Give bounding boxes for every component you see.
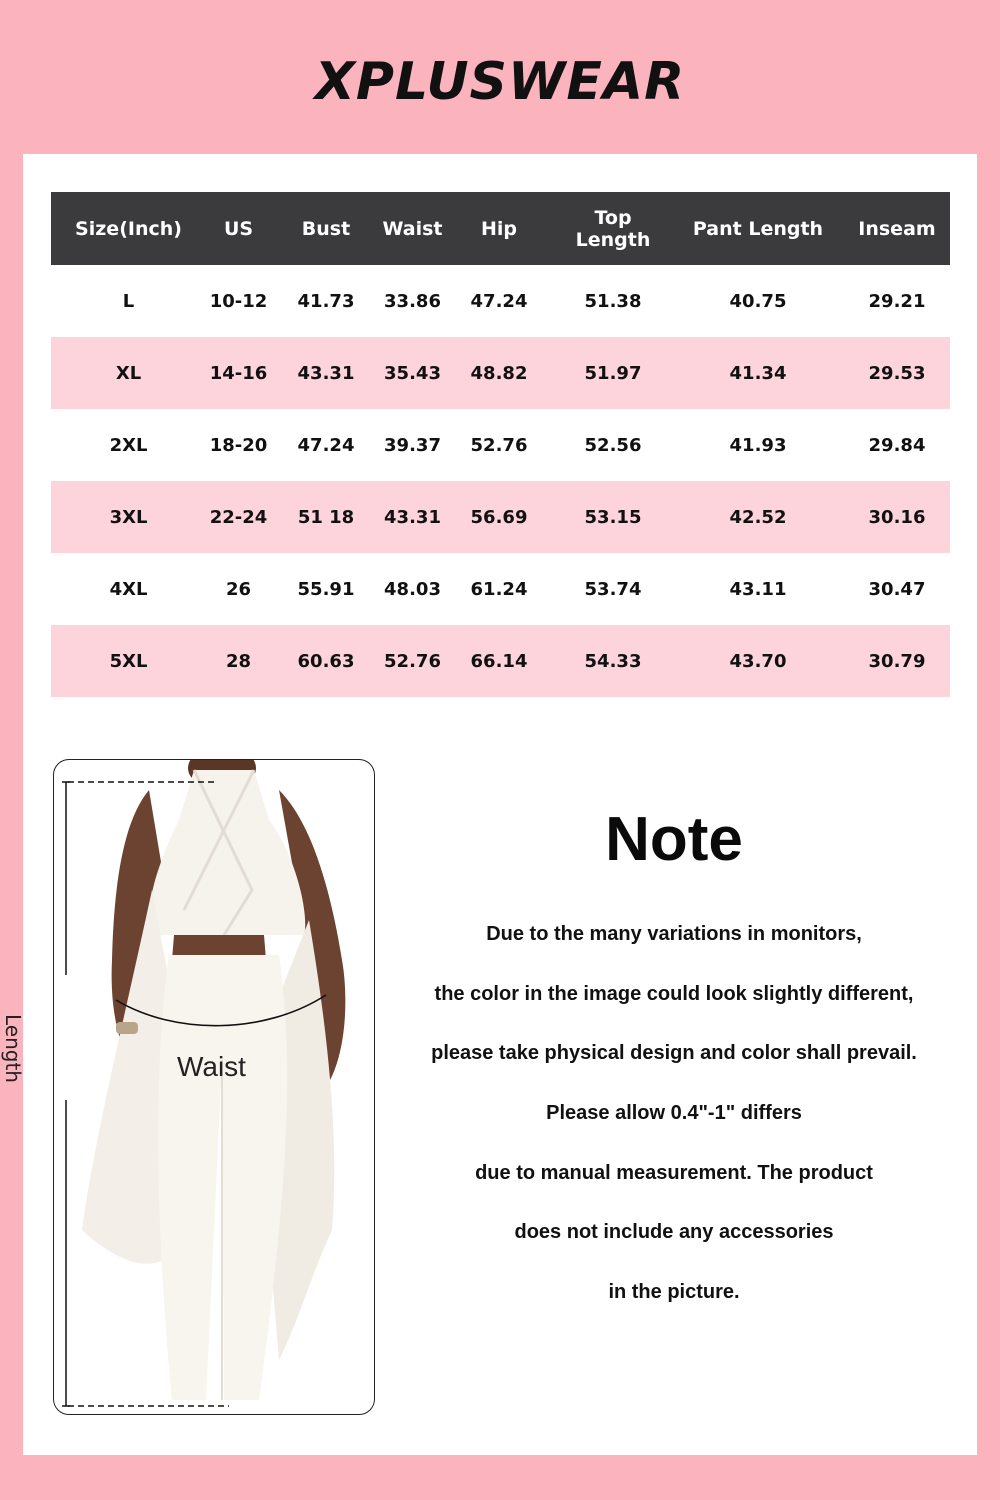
- cell-hip: 56.69: [444, 481, 554, 553]
- cell-inseam: 29.21: [868, 290, 926, 312]
- note-line: in the picture.: [608, 1281, 740, 1304]
- table-row: [51, 553, 950, 625]
- cell-pant-length: 41.34: [672, 337, 844, 409]
- cell-inseam: 30.47: [868, 578, 926, 600]
- cell-size: L: [122, 290, 135, 312]
- size-table: [51, 192, 950, 697]
- cell-inseam: 29.53: [844, 337, 950, 409]
- cell-waist: 43.31: [381, 481, 444, 553]
- cell-waist: 48.03: [384, 578, 441, 600]
- table-row: [51, 265, 950, 337]
- cell-us: 18-20: [209, 434, 268, 456]
- cell-bust: 60.63: [271, 625, 381, 697]
- cell-inseam: 30.79: [844, 625, 950, 697]
- note-line: does not include any accessories: [514, 1221, 834, 1244]
- note-title: Note: [605, 805, 743, 874]
- cell-size: 4XL: [109, 578, 148, 600]
- header-us: US: [206, 192, 271, 265]
- note-line: Please allow 0.4"-1" differs: [546, 1102, 802, 1125]
- header-bust: Bust: [271, 192, 381, 265]
- cell-us: 22-24: [206, 481, 271, 553]
- cell-us: 10-12: [209, 290, 268, 312]
- cell-top-length: 54.33: [554, 625, 672, 697]
- cell-size: 5XL: [51, 625, 206, 697]
- header-pant-length: Pant Length: [672, 192, 844, 265]
- cell-us: 14-16: [206, 337, 271, 409]
- cell-inseam: 29.84: [868, 434, 926, 456]
- cell-hip: 66.14: [444, 625, 554, 697]
- note-line: due to manual measurement. The product: [475, 1161, 873, 1184]
- cell-us: 28: [206, 625, 271, 697]
- cell-top-length: 51.38: [584, 290, 642, 312]
- cell-size: 2XL: [109, 434, 148, 456]
- cell-hip: 47.24: [470, 290, 528, 312]
- brand-logo: XPLUSWEAR: [314, 52, 686, 112]
- cell-waist: 52.76: [381, 625, 444, 697]
- note-text: [400, 914, 948, 1332]
- note-line: Due to the many variations in monitors,: [486, 923, 862, 945]
- cell-us: 26: [225, 578, 252, 600]
- table-row: [51, 337, 950, 409]
- cell-bust: 47.24: [297, 434, 355, 456]
- table-row: [51, 625, 950, 697]
- cell-bust: 55.91: [297, 578, 355, 600]
- cell-bust: 51 18: [271, 481, 381, 553]
- cell-top-length: 53.15: [554, 481, 672, 553]
- cell-bust: 43.31: [271, 337, 381, 409]
- waist-label: Waist: [177, 1051, 246, 1082]
- table-row: [51, 409, 950, 481]
- header-inseam: Inseam: [844, 192, 950, 265]
- cell-pant-length: 41.93: [729, 434, 787, 456]
- cell-pant-length: 43.70: [672, 625, 844, 697]
- cell-hip: 61.24: [470, 578, 528, 600]
- cell-top-length: 51.97: [554, 337, 672, 409]
- note-line: the color in the image could look slightly different,: [434, 982, 914, 1005]
- table-row: [51, 481, 950, 553]
- header-size: Size(Inch): [51, 192, 206, 265]
- cell-pant-length: 43.11: [729, 578, 787, 600]
- cell-pant-length: 40.75: [729, 290, 787, 312]
- cell-pant-length: 42.52: [672, 481, 844, 553]
- cell-size: XL: [51, 337, 206, 409]
- model-illustration: [54, 760, 375, 1415]
- brand-header: [0, 50, 1000, 114]
- cell-top-length: 53.74: [584, 578, 642, 600]
- cell-waist: 35.43: [381, 337, 444, 409]
- cell-hip: 48.82: [444, 337, 554, 409]
- model-figure-frame: [53, 759, 375, 1415]
- length-label: Length: [1, 1014, 25, 1083]
- cell-size: 3XL: [51, 481, 206, 553]
- cell-bust: 41.73: [297, 290, 355, 312]
- cell-waist: 33.86: [384, 290, 441, 312]
- cell-inseam: 30.16: [844, 481, 950, 553]
- table-header-row: [51, 192, 950, 265]
- header-waist: Waist: [381, 192, 444, 265]
- header-hip: Hip: [444, 192, 554, 265]
- note-line: please take physical design and color shall prevail.: [431, 1042, 917, 1065]
- size-chart-card: [1, 154, 977, 1455]
- cell-top-length: 52.56: [584, 434, 642, 456]
- header-top-length: Top Length: [554, 192, 672, 265]
- cell-waist: 39.37: [384, 434, 441, 456]
- cell-hip: 52.76: [470, 434, 528, 456]
